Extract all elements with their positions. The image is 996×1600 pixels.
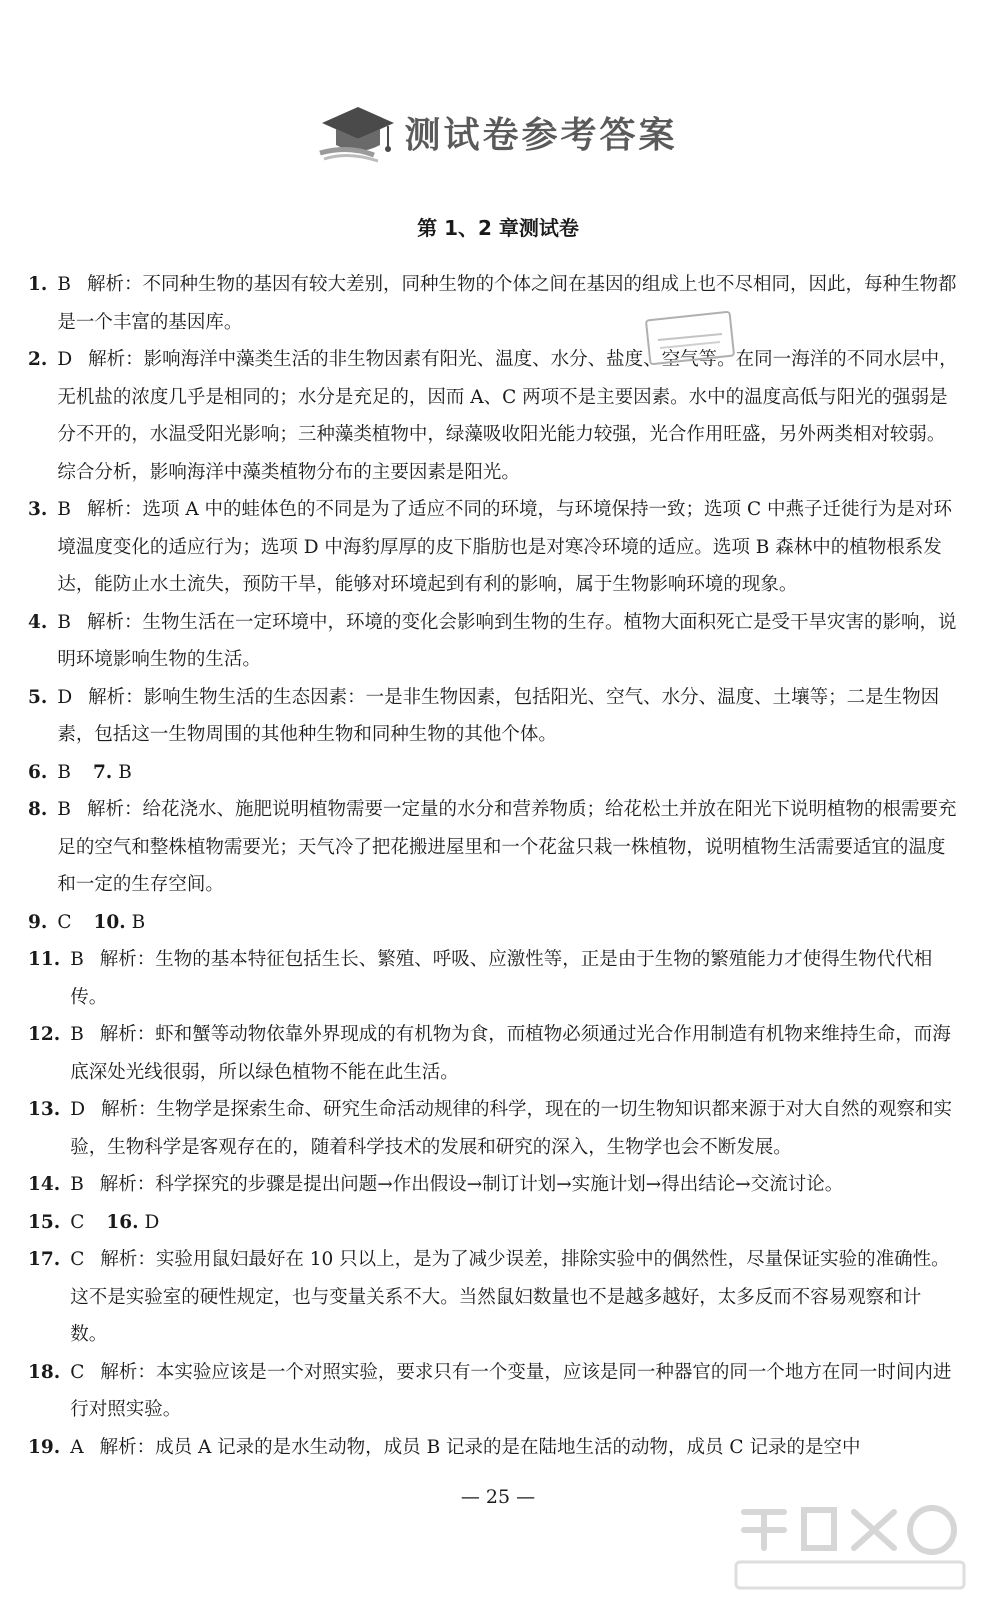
answer-choice: B — [70, 949, 84, 970]
answer-explanation: 解析：影响生物生活的生态因素：一是非生物因素，包括阳光、空气、水分、温度、土壤等；二是生物因素，包括这一生物周围的其他种生物和同种生物的其他个体。 — [57, 686, 940, 745]
answer-explanation: 解析：生物生活在一定环境中，环境的变化会影响到生物的生存。植物大面积死亡是受干旱灾害的影响，说明环境影响生物的生活。 — [57, 611, 957, 670]
page-number: — 25 — — [460, 1486, 536, 1508]
question-number: 13. — [28, 1099, 61, 1120]
answer-explanation: 解析：选项 A 中的蛙体色的不同是为了适应不同的环境，与环境保持一致；选项 C 中燕子迁徙行为是对环境温度变化的适应行为；选项 D 中海豹厚厚的皮下脂肪也是对寒冷环境的适应。选项 B 森林中的植物根系发达，能防止水土流失，预防干旱，能够对环境起到有利的影响，属于生物影响环境的现象。 — [57, 499, 952, 595]
graduation-cap-icon — [318, 101, 396, 163]
answer-item — [28, 341, 958, 491]
answer-item-pair — [28, 1204, 958, 1242]
question-number: 9. — [28, 911, 48, 933]
answer-body — [57, 341, 958, 491]
answer-choice: D — [70, 1099, 86, 1120]
answer-choice: C — [70, 1211, 85, 1233]
answer-choice: C — [57, 911, 72, 933]
answer-body — [57, 791, 958, 904]
answer-item — [28, 491, 958, 604]
answer-item — [28, 1016, 958, 1091]
answer-choice: B — [131, 911, 146, 933]
answer-explanation: 解析：虾和蟹等动物依靠外界现成的有机物为食，而植物必须通过光合作用制造有机物来维持生命，而海底深处光线很弱，所以绿色植物不能在此生活。 — [70, 1024, 951, 1083]
question-number: 11. — [28, 949, 61, 970]
question-number: 16. — [106, 1211, 139, 1233]
answer-choice: B — [57, 799, 71, 820]
answer-body — [70, 1016, 958, 1091]
answer-body — [57, 679, 958, 754]
question-number: 1. — [28, 274, 48, 295]
answer-choice: D — [57, 349, 73, 370]
answer-choice: C — [70, 1361, 85, 1383]
answer-item — [28, 679, 958, 754]
site-watermark-icon — [726, 1498, 974, 1594]
answer-explanation: 解析：不同种生物的基因有较大差别，同种生物的个体之间在基因的组成上也不尽相同，因此，每种生物都是一个丰富的基因库。 — [57, 274, 957, 333]
answer-explanation: 解析：本实验应该是一个对照实验，要求只有一个变量，应该是同一种器官的同一个地方在同一时间内进行对照实验。 — [70, 1361, 952, 1420]
answer-item — [28, 941, 958, 1016]
answer-body — [70, 1354, 958, 1429]
answer-choice: A — [70, 1436, 84, 1458]
answer-choice: B — [70, 1174, 84, 1195]
answer-explanation: 解析：生物学是探索生命、研究生命活动规律的科学，现在的一切生物知识都来源于对大自然的观察和实验，生物科学是客观存在的，随着科学技术的发展和研究的深入，生物学也会不断发展。 — [70, 1099, 953, 1158]
answer-body — [70, 1166, 958, 1204]
answer-item — [28, 604, 958, 679]
answer-choice: C — [70, 1249, 85, 1270]
answer-item — [28, 1241, 958, 1354]
question-number: 19. — [28, 1436, 61, 1458]
homework-stamp-icon — [644, 310, 736, 366]
answer-choice: B — [57, 761, 71, 783]
question-number: 3. — [28, 499, 48, 520]
answer-item — [28, 1166, 958, 1204]
answer-item — [28, 1429, 958, 1467]
answer-body — [70, 941, 958, 1016]
answer-explanation: 解析：实验用鼠妇最好在 10 只以上，是为了减少误差，排除实验中的偶然性，尽量保证实验的准确性。这不是实验室的硬性规定，也与变量关系不大。当然鼠妇数量也不是越多越好，太多反而不容易观察和计数。 — [70, 1249, 950, 1345]
answer-item — [28, 1091, 958, 1166]
answer-body — [57, 604, 958, 679]
answer-item-pair — [28, 904, 958, 942]
answer-explanation: 解析：成员 A 记录的是水生动物，成员 B 记录的是在陆地生活的动物，成员 C 记录的是空中 — [99, 1436, 861, 1458]
answer-choice: B — [57, 611, 71, 633]
header-inner — [318, 101, 677, 163]
answer-item — [28, 791, 958, 904]
answer-item — [28, 266, 958, 341]
question-number: 6. — [28, 761, 48, 783]
question-number: 10. — [93, 911, 126, 933]
answer-body — [57, 491, 958, 604]
question-number: 2. — [28, 349, 48, 370]
answer-choice: D — [57, 686, 73, 708]
answer-explanation: 解析：影响海洋中藻类生活的非生物因素有阳光、温度、水分、盐度、空气等。在同一海洋的不同水层中，无机盐的浓度几乎是相同的；水分是充足的，因而 A、C 两项不是主要因素。水中的温度高低与阳光的强弱是分不开的，水温受阳光影响；三种藻类植物中，绿藻吸收阳光能力较强，光合作用旺盛，另外两类相对较弱。综合分析，影响海洋中藻类植物分布的主要因素是阳光。 — [57, 349, 958, 483]
question-number: 7. — [92, 761, 113, 783]
answer-item — [28, 1354, 958, 1429]
question-number: 18. — [28, 1361, 61, 1383]
question-number: 17. — [28, 1249, 61, 1270]
answer-item-pair — [28, 754, 958, 792]
answer-body — [70, 1241, 958, 1354]
answer-choice: B — [57, 499, 71, 520]
answer-list — [28, 266, 958, 1466]
answer-body — [57, 266, 958, 341]
question-number: 14. — [28, 1174, 61, 1195]
answer-body — [70, 1429, 958, 1467]
page-header — [0, 92, 996, 172]
question-number: 8. — [28, 799, 48, 820]
answer-explanation: 解析：给花浇水、施肥说明植物需要一定量的水分和营养物质；给花松土并放在阳光下说明植物的根需要充足的空气和整株植物需要光；天气冷了把花搬进屋里和一个花盆只栽一株植物，说明植物生活需要适宜的温度和一定的生存空间。 — [57, 799, 957, 895]
question-number: 15. — [28, 1211, 61, 1233]
answer-choice: B — [57, 274, 71, 295]
question-number: 4. — [28, 611, 48, 633]
answer-explanation: 解析：科学探究的步骤是提出问题→作出假设→制订计划→实施计划→得出结论→交流讨论。 — [99, 1174, 844, 1195]
answer-explanation: 解析：生物的基本特征包括生长、繁殖、呼吸、应激性等，正是由于生物的繁殖能力才使得生物代代相传。 — [70, 949, 933, 1008]
page-title: 测试卷参考答案 — [404, 114, 678, 156]
question-number: 12. — [28, 1024, 61, 1045]
answer-choice: B — [70, 1024, 84, 1045]
answer-choice: D — [144, 1211, 160, 1233]
question-number: 5. — [28, 686, 48, 708]
answer-body — [70, 1091, 958, 1166]
answer-choice: B — [118, 761, 132, 783]
chapter-title: 第 1、2 章测试卷 — [417, 216, 579, 240]
